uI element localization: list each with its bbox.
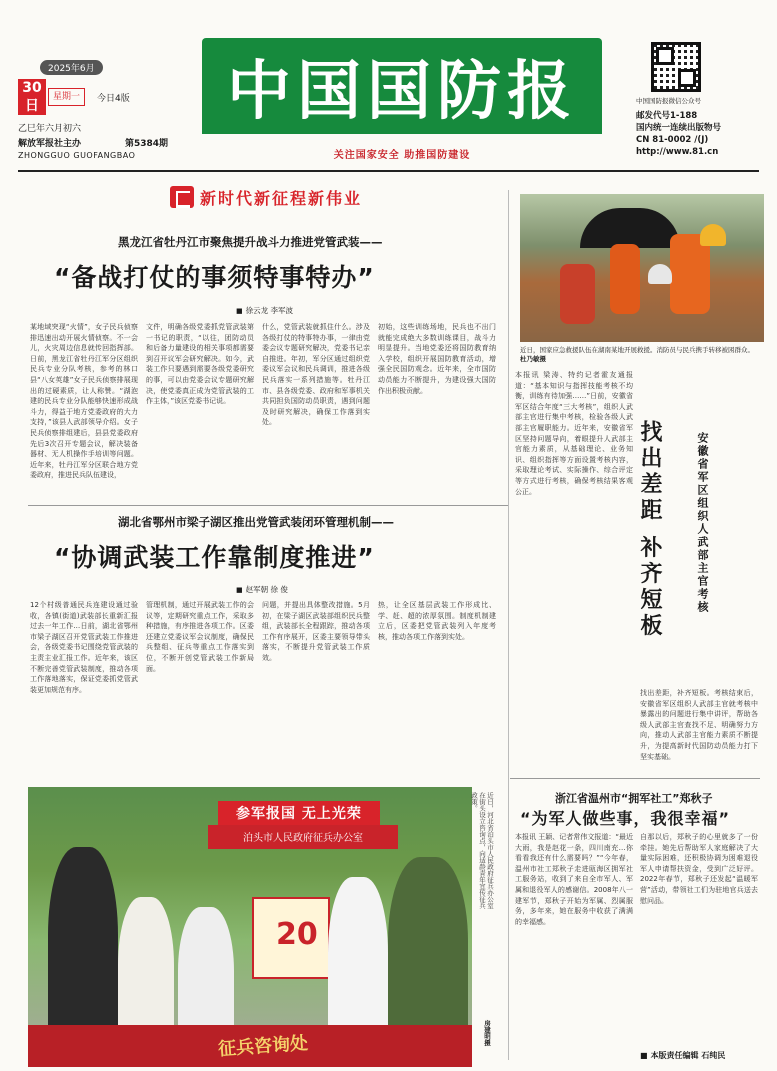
- publisher: 解放军报社主办: [18, 139, 82, 149]
- date-box: [18, 56, 168, 160]
- rescue-caption-text: 近日，国家应急救援队伍在湖南某地开展救援。消防员与民兵携手转移被困群众。: [520, 346, 754, 354]
- story2-headline: “协调武装工作靠制度推进”: [54, 543, 375, 572]
- masthead: [0, 0, 777, 175]
- story2-column-1: 12个村级普通民兵连建设通过验收，各镇(街道)武装部长重新汇报过去一年工作…日前，湖北省鄂州市梁子湖区召开党管武装工作推进会，各级党委书记围绕党管武装的主责主业汇报工作。近年来，该区不断完善党管武装制度，推动各项工作落地落实，保证党委抓党管武装更加规范有序。: [30, 601, 138, 694]
- publication-info: [636, 110, 721, 158]
- story1-byline: ■ 徐云龙 李军波: [236, 305, 293, 316]
- qr-caption: 中国国防报微信公众号: [636, 97, 701, 105]
- story2-kicker: 湖北省鄂州市梁子湖区推出党管武装闭环管理机制——: [118, 515, 394, 529]
- right-divider: [510, 778, 760, 779]
- date-month: 2025年6月: [40, 60, 103, 75]
- story2-column-4: 热，让全区基层武装工作形成比、学、赶、超的浓厚氛围。制度机制建立后，区委把党管武装列入年度考核，推动各项工作落到实处。: [378, 601, 496, 641]
- story3-column-1: 本报讯 王颖、记者常伟文报道：“最近大雨，我是赵花一条，四川南充…你看看我还有什么需要吗？”“今年春，温州市社工郑秋子走进瓯海区拥军社工服务站，收到了来自全市军人、军属和退役军人的感谢信。2008年八一建军节，郑秋子开始为军属、烈属服务，多年来，她在服务中收获了满满的幸福感。: [515, 833, 633, 926]
- story-divider: [28, 505, 508, 506]
- newspaper-title-box: [202, 38, 602, 134]
- newspaper-title: 中国国防报: [227, 54, 577, 129]
- helmet-shape: [648, 264, 672, 284]
- recruitment-photo-credit: 房建明摄: [483, 1020, 491, 1046]
- story1-column-3: 什么，党管武装就抓住什么。涉及各级打仗的特事特办事，一律由党委会议专题研究解决，党委书记亲自推进。年初，军分区通过组织党委议军会议和民兵调训，推进各级民兵落实一系列措施等。牡丹江市、县各级党委、政府和军事机关共同担负国防动员职责，遇到问题及时研究解决，确保工作落到实处。: [262, 323, 370, 427]
- story3-headline: “为军人做些事，我很幸福”: [520, 809, 731, 828]
- banner-logo-icon: [170, 186, 194, 208]
- rescue-photo: [520, 194, 764, 342]
- banner-text: 新时代新征程新伟业: [200, 188, 363, 208]
- story2-byline: ■ 赵军朝 徐 俊: [236, 584, 288, 595]
- story3-column-2: 自那以后，郑秋子的心里就多了一份牵挂。她先后帮助军人家庭解决了大量实际困难，还积极协调为困难退役军人申请帮扶资金，受到广泛好评。2022年春节，郑秋子还发起“温暖军营”活动，带领社工们为驻地官兵送去慰问品。: [640, 833, 758, 905]
- story1-column-2: 文件，明确各级党委抓党管武装第一书记的职责，“以往，团防动员和后备力量建设的相关事项都需要到召开议军会研究解决。如今，武装工作只要遇到需要各级党委研究的事，可以由党委会议专题研究解决，使党委真正成为党管武装的工作主体，”该区党委书记说。: [146, 323, 254, 406]
- column-rule: [508, 190, 509, 1060]
- anhui-vertical-kicker: 安徽省军区组织人武部主官考核: [696, 432, 709, 614]
- date-weekday: 星期一: [48, 88, 85, 106]
- person-shape: [560, 264, 595, 324]
- lunar-row: [18, 121, 168, 134]
- issue-number: 第5384期: [124, 139, 168, 149]
- masthead-slogan: 关注国家安全 助推国防建设: [333, 150, 471, 161]
- postal-code: 邮发代号1-188: [636, 111, 698, 121]
- story1-column-4: 初始，这些训练场地，民兵也不出门就能完成绝大多数训练课目，战斗力明显提升。当地党委还将国防教育纳入学校，组织开展国防教育活动，增强全民国防观念。近年来，全市国防动员能力不断提升，为建设强大国防作出积极贡献。: [378, 323, 496, 395]
- rescue-photo-caption: [520, 346, 756, 364]
- tablecloth-text: 征兵咨询处: [217, 1032, 309, 1061]
- publisher-row: [18, 136, 168, 149]
- lunar-date: 乙巳年六月初六: [18, 124, 82, 134]
- anhui-column-1: 本报讯 梁涛、特约记者霍友通报道：“基本知识与指挥技能考核不均衡，训练有待加强……”日前，安徽省军区结合年度“三大考核”，组织人武部主官进行集中考核，检验各级人武部主官履职能力。近年来，安徽省军区坚持问题导向，着眼提升人武部主官能力素质，从基础理论、业务知识、组织指挥等方面设置考核内容，采取理论考试、实际操作、综合评定等方式进行考核，确保考核结果客观公正。: [515, 371, 633, 496]
- section-banner: [170, 186, 362, 208]
- person-shape: [670, 234, 710, 314]
- story3-kicker: 浙江省温州市“拥军社工”郑秋子: [555, 792, 713, 805]
- anhui-vertical-title: 找出差距 补齐短板: [637, 420, 662, 640]
- date-row: [18, 79, 168, 115]
- date-day: 30日: [18, 79, 46, 115]
- person-shape: [610, 244, 640, 314]
- story1-headline: “备战打仗的事须特事特办”: [54, 263, 375, 292]
- page-editor: ■ 本版责任编辑 石纯民: [640, 1050, 725, 1061]
- office-sign-text: 泊头市人民政府征兵办公室: [243, 833, 363, 844]
- poster-number: 20: [276, 917, 318, 952]
- helmet-shape: [700, 224, 726, 246]
- story1-column-1: 某地域突现“火情”，女子民兵侦察排迅速出动开展火情侦察。不一会儿，火灾周边信息就传回指挥部。日前，黑龙江省牡丹江军分区组织民兵专业分队考核，参考的林口县“八女英雄”女子民兵侦察排展现出的过硬素质，让人称赞。“湖泡建的民兵专业分队能够快速形成战斗力，得益于地方党委政府的大力支持，”该县人武部领导介绍。女子民兵侦察排组建后，县县党委政府先后3次召开专题会议，解决装备器材、无人机操作手培训等问题。近年来，牡丹江军分区联合地方党委政府，推进民兵队伍建设，: [30, 323, 138, 480]
- photo-banner: 参军报国 无上光荣: [218, 801, 380, 825]
- masthead-pinyin: ZHONGGUO GUOFANGBAO: [18, 151, 136, 160]
- page-count: 今日4版: [97, 93, 130, 104]
- story2-column-3: 问题，并提出具体整改措施。5月初，在梁子湖区武装部组织民兵整组，武装部长全程跟踪，推动各项工作有序展开，区委主要领导带头落实，不断提升党管武装工作质效。: [262, 601, 370, 662]
- qr-code-icon: [651, 42, 701, 92]
- anhui-column-2: 找出差距，补齐短板。考核结束后，安徽省军区组织人武部主官就考核中暴露出的问题进行集中讲评，帮助各级人武部主官查找不足、明确努力方向，推动人武部主官能力素质不断提升，为提高新时代国防动员能力打下坚实基础。: [640, 689, 758, 761]
- story2-column-2: 管理机制，通过开展武装工作的会议等，定期研究重点工作，采取多种措施，有序推进各项工作。区委还建立党委议军会议制度，确保民兵整组、征兵等重点工作落实到位，不断开创党管武装工作新局面。: [146, 601, 254, 673]
- recruitment-photo: [28, 787, 472, 1067]
- website: http://www.81.cn: [636, 147, 719, 157]
- umbrella-shape: [580, 208, 680, 248]
- cn-code: CN 81-0002 /(J): [636, 135, 709, 145]
- rescue-photo-credit: 杜乃敏摄: [520, 355, 546, 363]
- recruitment-caption: 近日，河北省泊头市人民政府征兵办公室在街头设立咨询点，向适龄青年宣传征兵政策。: [470, 792, 494, 909]
- masthead-rule: [18, 170, 759, 172]
- story1-kicker: 黑龙江省牡丹江市聚焦提升战斗力推进党管武装——: [118, 235, 383, 249]
- cn-number-label: 国内统一连续出版物号: [636, 123, 722, 133]
